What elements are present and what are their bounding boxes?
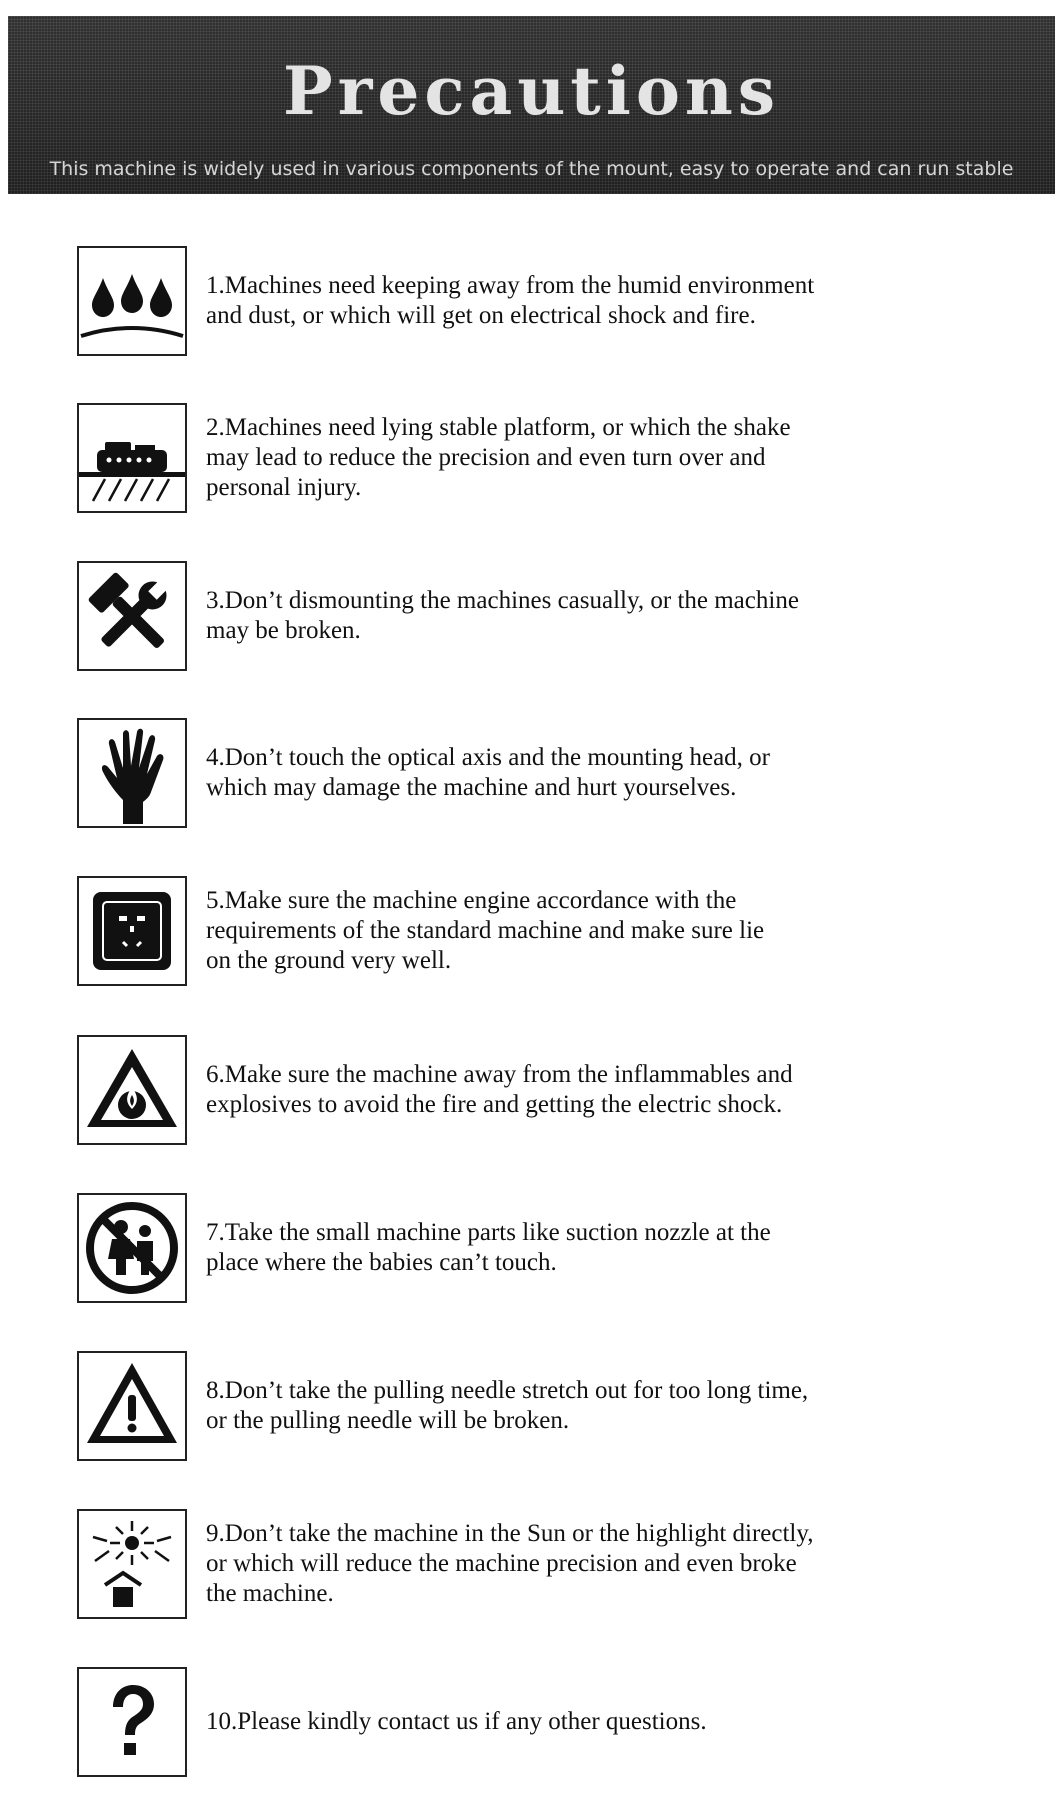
precaution-item <box>77 1667 997 1777</box>
precaution-item <box>77 876 997 986</box>
page-subtitle: This machine is widely used in various components of the mount, easy to operate and can run stable <box>49 158 1014 180</box>
precaution-item <box>77 718 997 828</box>
precaution-item <box>77 1351 997 1461</box>
precaution-item <box>77 1509 997 1619</box>
precaution-item <box>77 1035 997 1145</box>
precaution-text: 3.Don’t dismounting the machines casually, or the machine may be broken. <box>206 587 799 644</box>
tools-icon <box>77 561 187 671</box>
water-drops-icon <box>77 246 187 356</box>
precaution-item <box>77 246 997 356</box>
sunlight-icon <box>77 1509 187 1619</box>
question-mark-icon <box>77 1667 187 1777</box>
precaution-text: 2.Machines need lying stable platform, or which the shake may lead to reduce the precision and even turn over and personal injury. <box>206 414 791 501</box>
precaution-item <box>77 561 997 671</box>
precaution-text: 8.Don’t take the pulling needle stretch out for too long time, or the pulling needle will be broken. <box>206 1377 809 1434</box>
page-title: Precautions <box>282 52 781 130</box>
precaution-text: 10.Please kindly contact us if any other questions. <box>206 1708 707 1735</box>
precaution-item <box>77 1193 997 1303</box>
precaution-text: 4.Don’t touch the optical axis and the mounting head, or which may damage the machine and hurt yourselves. <box>206 744 771 801</box>
no-children-icon <box>77 1193 187 1303</box>
precaution-item <box>77 403 997 513</box>
precaution-text: 7.Take the small machine parts like suction nozzle at the place where the babies can’t touch. <box>206 1219 771 1276</box>
precaution-text: 6.Make sure the machine away from the inflammables and explosives to avoid the fire and getting the electric shock. <box>206 1061 793 1118</box>
stable-platform-icon <box>77 403 187 513</box>
precaution-text: 9.Don’t take the machine in the Sun or the highlight directly, or which will reduce the machine precision and even broke the machine. <box>206 1520 814 1607</box>
power-socket-icon <box>77 876 187 986</box>
flammable-warning-icon <box>77 1035 187 1145</box>
hand-icon <box>77 718 187 828</box>
precaution-text: 5.Make sure the machine engine accordance with the requirements of the standard machine and make sure lie on the ground very well. <box>206 887 765 974</box>
precaution-text: 1.Machines need keeping away from the humid environment and dust, or which will get on electrical shock and fire. <box>206 272 815 329</box>
warning-icon <box>77 1351 187 1461</box>
